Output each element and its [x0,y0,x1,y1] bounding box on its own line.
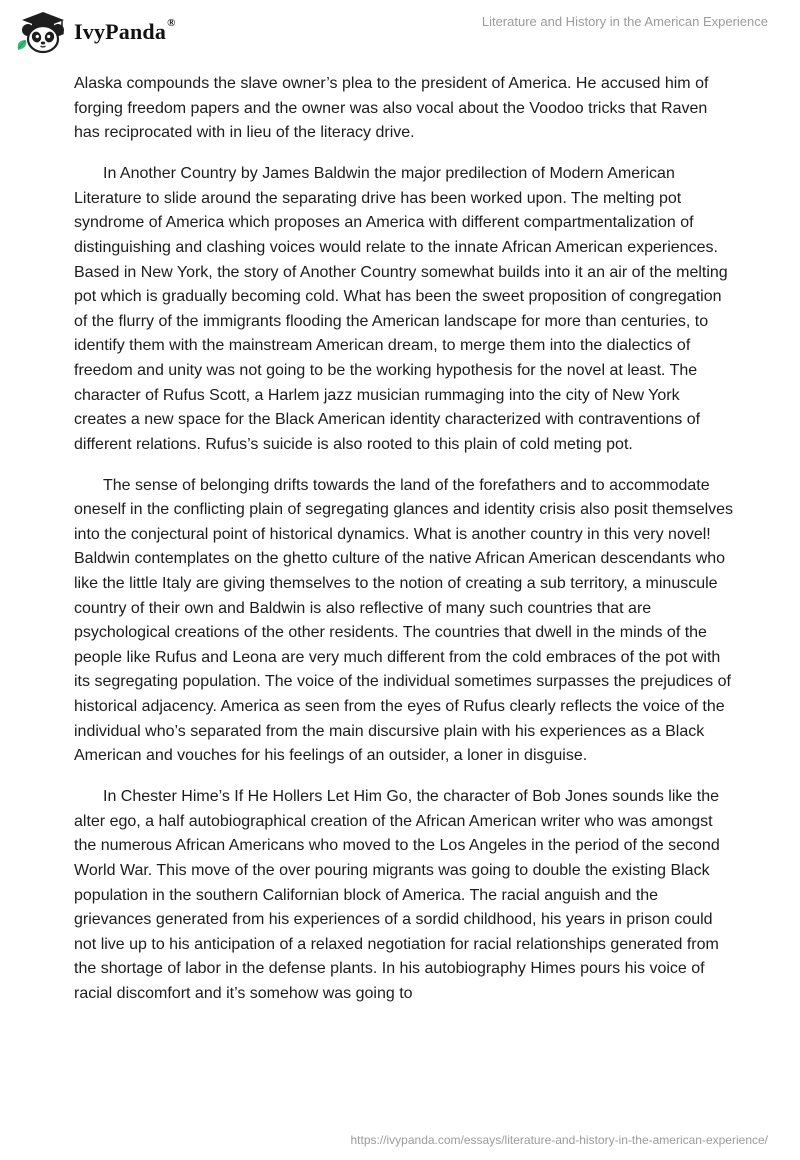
essay-body [74,72,734,1023]
panda-mascot-icon [14,10,72,54]
page-header [0,0,800,60]
document-title: Literature and History in the American Experience [481,14,768,29]
paragraph: In Chester Hime’s If He Hollers Let Him Go, the character of Bob Jones sounds like the alter ego, a half autobiographical creation of the African American writer who was amongst the numerous African Americans who moved to the Los Angeles in the period of the second World War. This move of the over pouring migrants was going to double the existing Black population in the southern Californian block of America. The racial anguish and the grievances generated from his experiences of a sordid childhood, his years in prison could not live up to his anticipation of a relaxed negotiation for racial relationships generated from the shortage of labor in the defense plants. In his autobiography Himes pours his voice of racial discomfort and it’s somehow was going to [74,788,720,1002]
brand-name: IvyPanda® [74,17,176,44]
paragraph: Alaska compounds the slave owner’s plea to the president of America. He accused him of forging freedom papers and the owner was also vocal about the Voodoo tricks that Raven has reciprocated with in lieu of the literacy drive. [74,75,709,142]
paragraph: In Another Country by James Baldwin the major predilection of Modern American Literature to slide around the separating drive has been worked upon. The melting pot syndrome of America which proposes an America with different compartmentalization of distinguishing and clashing voices would relate to the innate African American experiences. Based in New York, the story of Another Country somewhat builds into it an air of the melting pot which is gradually becoming cold. What has been the sweet proposition of congregation of the flurry of the immigrants flooding the American landscape for more than centuries, to identify them with the mainstream American dream, to merge them into the dialectics of freedom and unity was not going to be the working hypothesis for the novel at least. The character of Rufus Scott, a Harlem jazz musician rummaging into the city of New York creates a new space for the Black American identity characterized with contraventions of different relations. Rufus’s suicide is also rooted to this plain of cold meting pot. [74,165,728,453]
registered-mark: ® [167,17,176,29]
ivypanda-logo[interactable] [14,10,176,54]
source-url[interactable]: https://ivypanda.com/essays/literature-and-history-in-the-american-experience/ [350,1133,768,1147]
paragraph: The sense of belonging drifts towards the land of the forefathers and to accommodate oneself in the conflicting plain of segregating glances and identity crisis also posit themselves into the conjectural point of historical dynamics. What is another country in this very novel! Baldwin contemplates on the ghetto culture of the native African American descendants who like the little Italy are giving themselves to the notion of creating a sub territory, a minuscule country of their own and Baldwin is also reflective of many such countries that are psychological creations of the other residents. The countries that dwell in the minds of the people like Rufus and Leona are very much different from the cold embraces of the pot with its segregating population. The voice of the individual sometimes surpasses the prejudices of historical adjacency. America as seen from the eyes of Rufus clearly reflects the voice of the individual who’s separated from the main discursive plain with his experiences as a Black American and vouches for his feelings of an outsider, a loner in disguise. [74,476,734,765]
